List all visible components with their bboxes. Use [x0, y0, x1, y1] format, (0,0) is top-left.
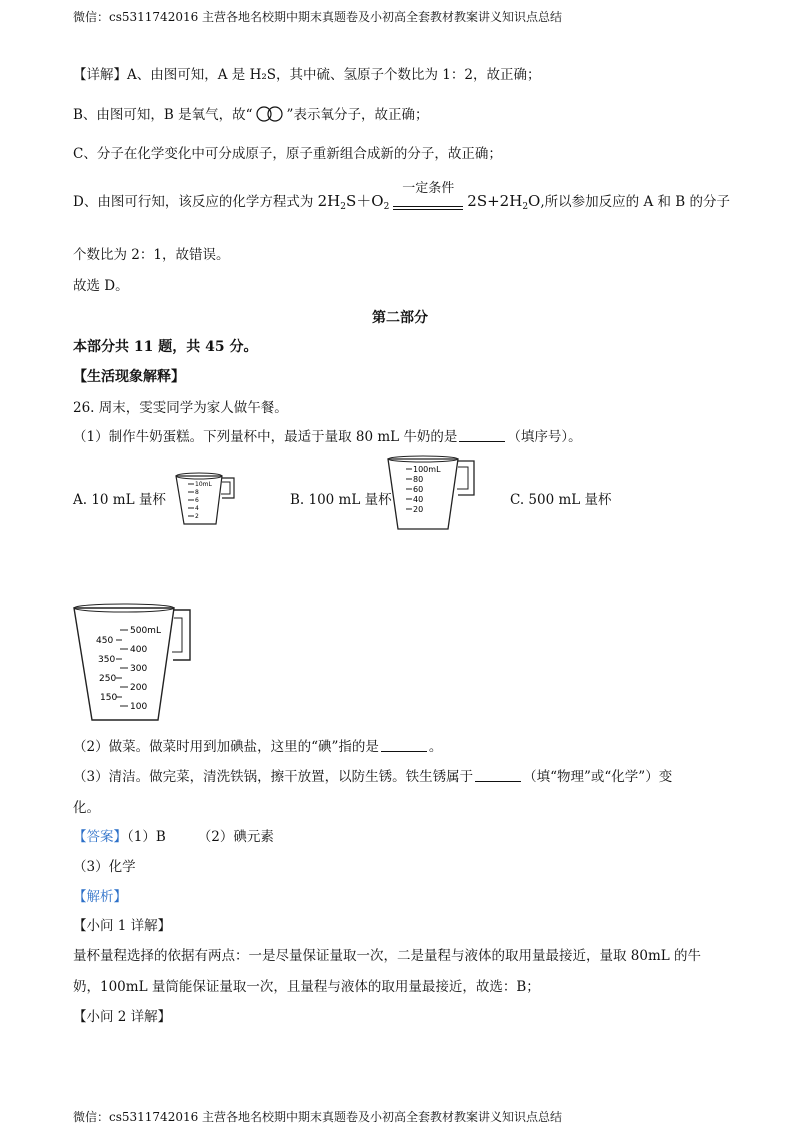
cup-c-right-mark: 400 [130, 645, 148, 655]
cup-c-right-mark: 100 [130, 702, 148, 712]
question-2-after: 。 [428, 739, 443, 755]
section-intro: 本部分共 11 题，共 45 分。 [73, 339, 258, 355]
question-2-before: （2）做菜。做菜时用到加碘盐，这里的“碘”指的是 [73, 739, 379, 755]
chemical-equation: $2H_2S+O_2$ [317, 192, 390, 212]
cup-c-left-mark: 450 [96, 636, 114, 646]
reaction-condition-label: 一定条件 [402, 181, 455, 196]
section-title: 第二部分 [372, 310, 428, 326]
cup-a-mark: 4 [195, 505, 199, 512]
page-footer: 微信：cs5311742016 主营各地名校期中期末真题卷及小初高全套教材教案讲义知识点总结 [73, 1110, 563, 1124]
detail-c: C、分子在化学变化中可分成原子，原子重新组合成新的分子，故正确； [73, 146, 502, 162]
cup-b-mark: 40 [413, 495, 424, 504]
answer-blank [381, 739, 427, 752]
analysis-text1: 量杯量程选择的依据有两点：一是尽量保证量取一次，二是量程与液体的取用量最接近，量取 80mL 的牛 [73, 948, 702, 964]
question-3-before: （3）清洁。做完菜，清洗铁锅，擦干放置，以防生锈。铁生锈属于 [73, 769, 474, 785]
cup-c-right-mark: 500mL [130, 626, 161, 636]
cup-a-mark: 8 [195, 489, 199, 496]
detail-b [73, 105, 428, 124]
cup-b-mark: 100mL [413, 465, 441, 474]
analysis-label: 【解析】 [73, 889, 127, 905]
detail-d-before: D、由图可行知，该反应的化学方程式为 [73, 194, 314, 210]
cup-c-left-mark: 350 [98, 655, 116, 665]
cup-a-mark: 6 [195, 497, 199, 504]
section-category: 【生活现象解释】 [73, 369, 185, 385]
answer-2: （2）碘元素 [197, 829, 274, 845]
question-3-after: （填“物理”或“化学”）变 [523, 769, 673, 785]
cup-c-right-mark: 300 [130, 664, 148, 674]
answer-row [73, 828, 274, 846]
option-c-label: C. 500 mL 量杯 [510, 492, 612, 508]
option-b-label: B. 100 mL 量杯 [290, 492, 392, 508]
answer-blank [459, 429, 505, 442]
question-1-before: （1）制作牛奶蛋糕。下列量杯中，最适于量取 80 mL 牛奶的是 [73, 429, 458, 445]
cup-b-mark: 20 [413, 505, 424, 514]
cup-b-mark: 80 [413, 475, 424, 484]
chemical-equation-products: $2S+2H_2O$ [467, 192, 541, 212]
cup-c-right-mark: 200 [130, 683, 148, 693]
page-header: 微信：cs5311742016 主营各地名校期中期末真题卷及小初高全套教材教案讲义知识点总结 [73, 10, 563, 24]
question-2 [73, 738, 442, 756]
answer-blank [475, 769, 521, 782]
cup-c-left-mark: 150 [100, 693, 118, 703]
answer-label: 【答案】 [73, 829, 127, 845]
detail-a: 【详解】A、由图可知，A 是 H₂S，其中硫、氢原子个数比为 1：2，故正确； [73, 67, 541, 83]
cup-a-mark: 10mL [195, 481, 212, 488]
detail-b-before: B、由图可知，B 是氧气，故“ [73, 107, 253, 123]
analysis-text2: 奶，100mL 量筒能保证量取一次，且量程与液体的取用量最接近，故选：B； [73, 979, 540, 995]
question-3-cont: 化。 [73, 800, 100, 816]
analysis-sub1: 【小问 1 详解】 [73, 918, 172, 934]
detail-b-after: ”表示氧分子，故正确； [286, 107, 429, 123]
cup-b-mark: 60 [413, 485, 424, 494]
question-1-after: （填序号）。 [507, 429, 582, 445]
question-stem: 26. 周末，雯雯同学为家人做午餐。 [73, 400, 288, 416]
measuring-cup-500ml-icon [70, 600, 194, 726]
answer-1: （1）B [127, 829, 166, 845]
answer-3: （3）化学 [73, 859, 136, 875]
cup-c-left-mark: 250 [99, 674, 117, 684]
detail-choose: 故选 D。 [73, 278, 129, 294]
analysis-sub2: 【小问 2 详解】 [73, 1009, 172, 1025]
measuring-cup-100ml-icon [384, 455, 480, 533]
question-1 [73, 428, 582, 446]
question-3 [73, 768, 672, 786]
detail-d-cont: 个数比为 2：1，故错误。 [73, 247, 230, 263]
detail-d-after: ,所以参加反应的 A 和 B 的分子 [540, 194, 730, 210]
measuring-cup-10ml-icon [172, 470, 238, 528]
cup-a-mark: 2 [195, 513, 199, 520]
option-a-label: A. 10 mL 量杯 [73, 492, 166, 508]
oxygen-molecule-icon [253, 105, 287, 123]
reaction-condition [393, 181, 463, 210]
detail-d [73, 181, 730, 216]
